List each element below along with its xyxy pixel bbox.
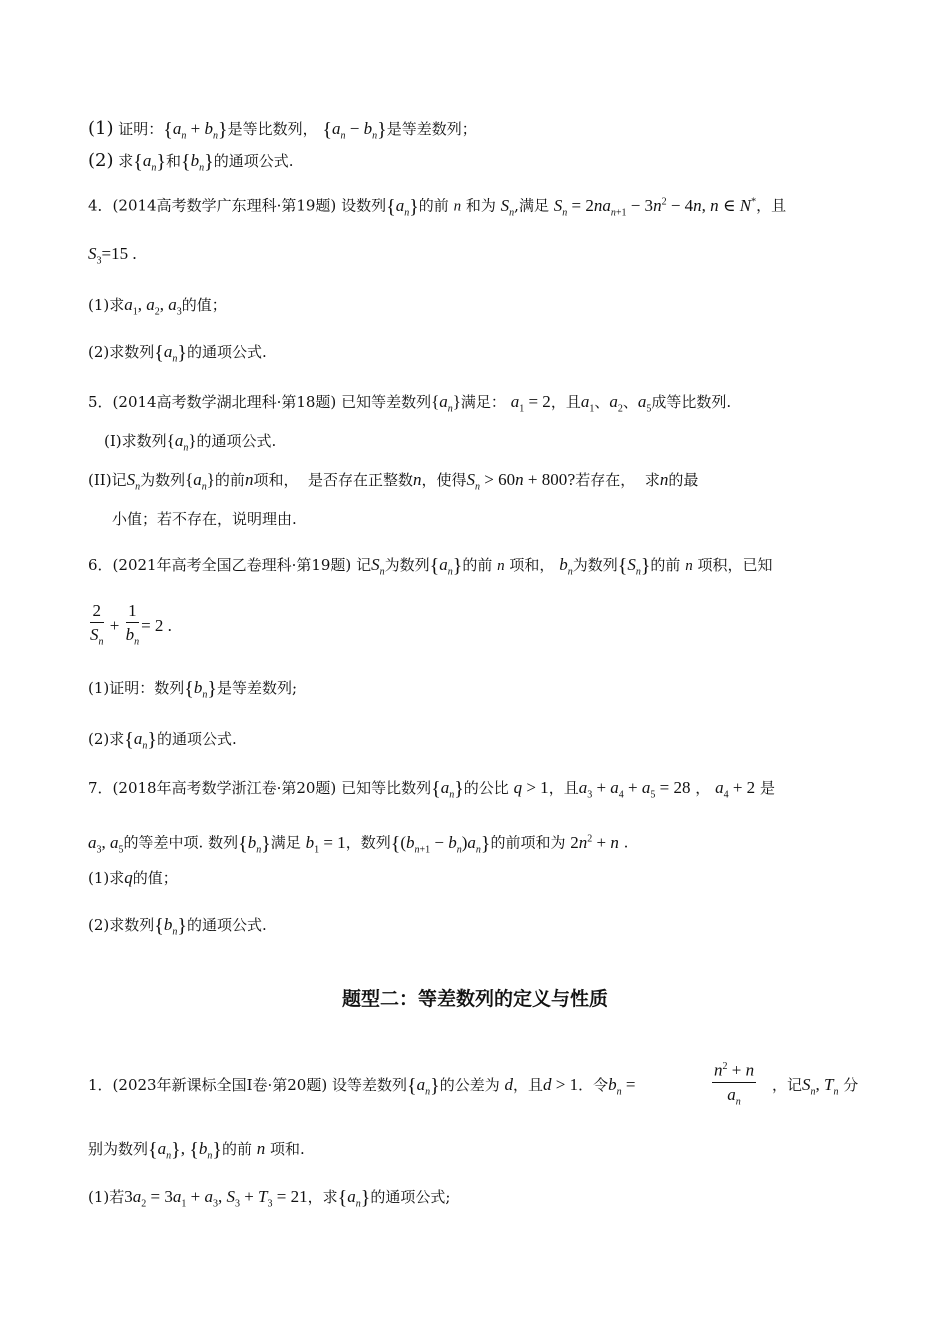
p3-line2: (2) 求$\{a_n\}$和$\{b_n\}$的通项公式. — [88, 150, 294, 174]
p5-q1: (I)求数列$\{a_n\}$的通项公式. — [104, 431, 277, 454]
p4-q1: (1)求$a_1$, $a_2$, $a_3$的值； — [88, 295, 227, 318]
p3-line1: (1) 证明：$\{a_n + b_n\}$是等比数列， $\{a_n - b_n\}$是等差数列； — [88, 118, 477, 142]
p4-stem-cont: $S_3=15$ . — [88, 244, 137, 267]
p4-stem: 4．(2014高考数学广东理科·第19题) 设数列$\{a_n\}$的前 n 和为 $S_n$,满足 $S_n = 2na_{n+1} - 3n^2 - 4n$, n ∈ N*，且 — [88, 195, 787, 219]
p6-q2: (2)求$\{a_n\}$的通项公式. — [88, 729, 237, 752]
p7-stem-cont: $a_3$, $a_5$的等差中项. 数列$\{b_n\}$满足 $b_1 = 1$，数列$\{(b_{n+1} - b_n)a_n\}$的前项和为 $2n^2 + n$ . — [88, 832, 629, 856]
p6-stem: 6．(2021年高考全国乙卷理科·第19题) 记$S_n$为数列$\{a_n\}$的前 n 项和， $b_n$为数列$\{S_n\}$的前 n 项积，已知 — [88, 555, 773, 578]
p5-q2: (II)记$S_n$为数列$\{a_n\}$的前n项和， 是否存在正整数n，使得$S_n > 60n + 800$?若存在， 求n的最 — [88, 470, 699, 493]
p6-q1: (1)证明：数列$\{b_n\}$是等差数列; — [88, 678, 298, 701]
p8-stem-cont: 别为数列$\{a_n\}$, $\{b_n\}$的前 n 项和. — [88, 1139, 305, 1162]
p5-q2-cont: 小值；若不存在，说明理由. — [112, 510, 297, 528]
p6-equation: $\frac{2}{S_n}$ + $\frac{1}{b_n}$ = 2 . — [90, 601, 172, 648]
p8-q1: (1)若$3a_2 = 3a_1 + a_3$, $S_3 + T_3 = 21$，求$\{a_n\}$的通项公式; — [88, 1187, 451, 1210]
p5-stem: 5．(2014高考数学湖北理科·第18题) 已知等差数列$\{a_n\}$满足： $a_1 = 2$，且$a_1$、$a_2$、$a_5$成等比数列. — [88, 392, 732, 415]
p8-stem-tail: ，记$S_n$, $T_n$ 分 — [772, 1075, 859, 1098]
p7-stem: 7．(2018年高考数学浙江卷·第20题) 已知等比数列$\{a_n\}$的公比 q > 1，且$a_3 + a_4 + a_5 = 28$ ， $a_4 + 2$ 是 — [88, 778, 775, 801]
section-heading: 题型二：等差数列的定义与性质 — [341, 988, 608, 1010]
p4-q2: (2)求数列$\{a_n\}$的通项公式. — [88, 342, 267, 365]
p8-fraction: $\frac{n^2 + n}{a_n}$ — [710, 1056, 758, 1114]
p8-stem: 1．(2023年新课标全国Ⅰ卷·第20题) 设等差数列$\{a_n\}$的公差为 d，且d > 1．令$b_n$ = — [88, 1075, 636, 1098]
p7-q2: (2)求数列$\{b_n\}$的通项公式. — [88, 915, 267, 938]
p7-q1: (1)求q的值； — [88, 868, 178, 887]
